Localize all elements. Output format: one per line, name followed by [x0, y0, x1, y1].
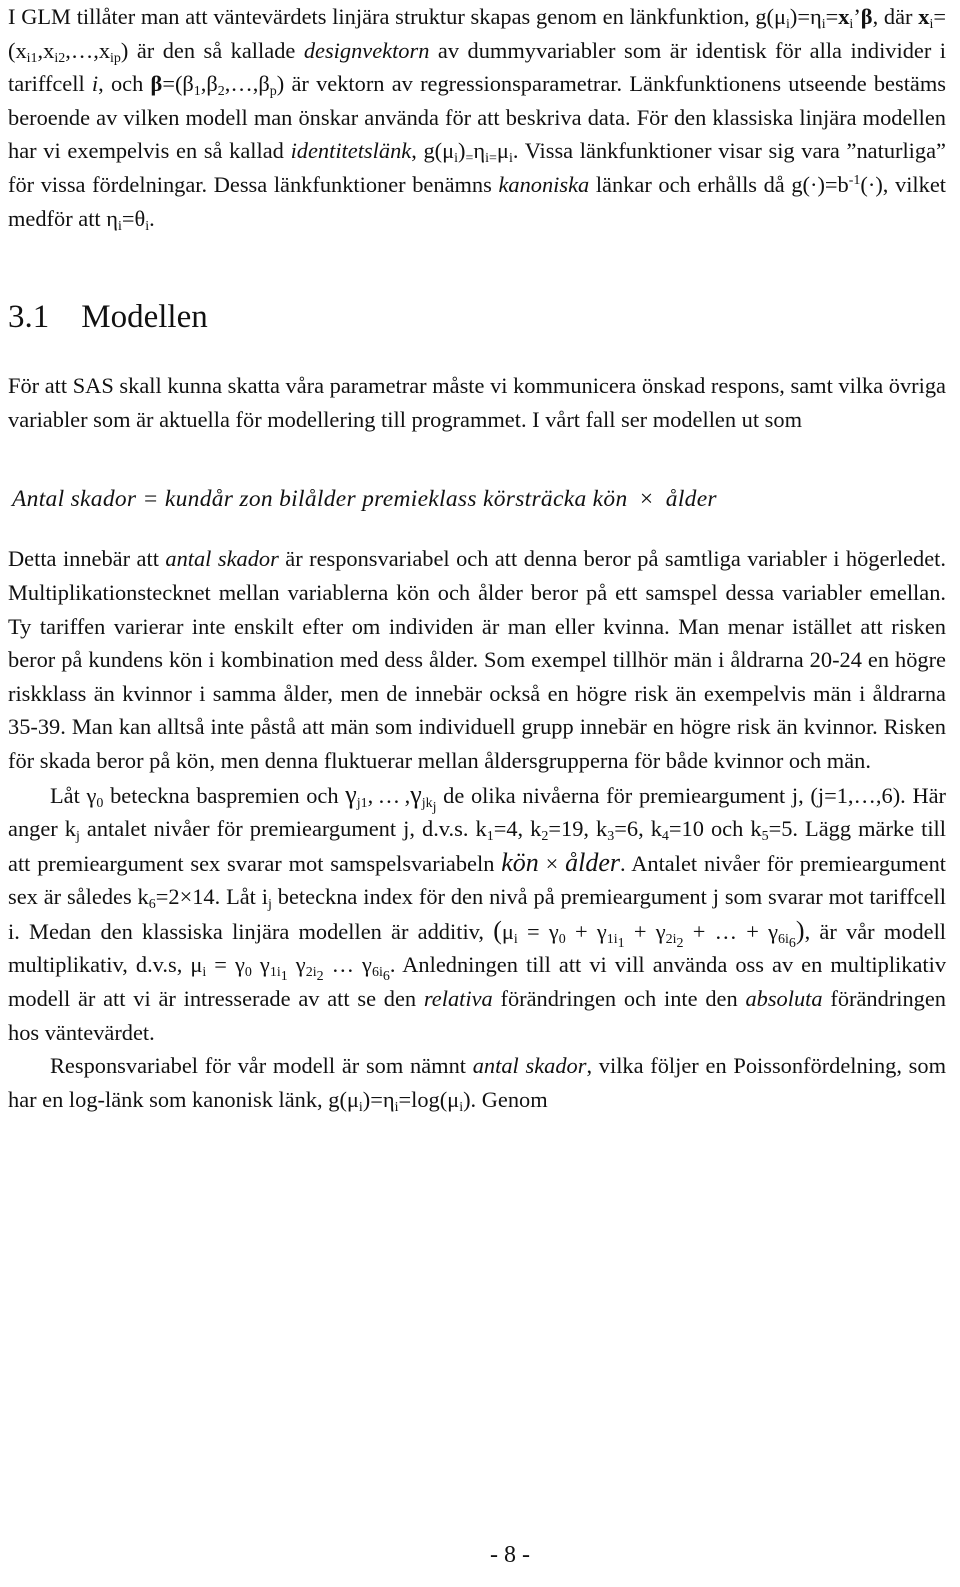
- paragraph-response-variable: Responsvariabel för vår modell är som nämnt antal skador, vilka följer en Poissonfördelning, som har en log-länk som kanonisk länk, $g(\mu_i)=\eta_i=\log(\mu_i)$. Genom: [8, 1053, 946, 1115]
- model-formula: Antal skador = kundår zon bilålder premieklass körsträcka kön × ålder: [12, 486, 717, 513]
- document-page: [8, 0, 946, 1116]
- paragraph-sas-model: För att SAS skall kunna skatta våra parametrar måste vi kommunicera önskad respons, samt vilka övriga variabler som är aktuella för modellering till programmet. I vårt fall ser modellen ut som: [8, 373, 946, 432]
- page-footer: [0, 1540, 960, 1570]
- page-number: - 8 -: [490, 1542, 530, 1568]
- paragraph-glm-link-function: I GLM tillåter man att väntevärdets linjära struktur skapas genom en länkfunktion, $g(\mu_i)=\eta_i=x_i’\beta$, där $x_i=(x_{i1},x_{i2},\dots,x_{ip})$ är den så kallade designvektorn av dummyvariabler som är identisk för alla individer i tariffcell i, och $\beta=(\beta_1,\beta_2,\dots,\beta_p)$ är vektorn av regressionsparametrar. Länkfunktionens utseende bestäms beroende av vilken modell man önskar använda för att beskriva data. För den klassiska linjära modellen har vi exempelvis en så kallad identitetslänk, $g(\mu_i)_=\eta_{i=}\mu_i$. Vissa länkfunktioner visar sig vara ”naturliga” för vissa fördelningar. Dessa länkfunktioner benämns kanoniska länkar och erhålls då $g(\cdot)=b^{-1}(\cdot)$, vilket medför att $\eta_i=\theta_i$.: [8, 4, 947, 234]
- paragraph-interpretation: Detta innebär att antal skador är responsvariabel och att denna beror på samtliga variabler i högerledet. Multiplikationstecknet mellan variablerna kön och ålder beror på ett samspel dessa variabler emellan. Ty tariffen varierar inte enskilt efter om individen är man eller kvinna. Man menar istället att risken beror på kundens kön i kombination med dess ålder. Som exempel tillhör män i åldrarna 20-24 en högre riskklass än kvinnor i samma ålder, men de innebär också en högre risk än exempelvis män i åldrarna 35-39. Man kan alltså inte påstå att män som individuell grupp innebär en högre risk än kvinnor. Risken för skada beror på kön, men denna fluktuerar mellan åldersgrupperna för både kvinnor och män.: [8, 546, 946, 773]
- section-title: Modellen: [81, 299, 208, 336]
- section-number: 3.1: [8, 299, 50, 336]
- paragraph-premium-levels: Låt $\gamma_0$ beteckna baspremien och $\gamma_{j1}$, … $,\gamma_{jk_j}$ de olika nivåerna för premieargument j, (j=1,…,6). Här anger $k_j$ antalet nivåer för premieargument j, d.v.s. $k_1=4$, $k_2=19$, $k_3=6$, $k_4=10$ och $k_5=5$. Lägg märke till att premieargument sex svarar mot samspelsvariabeln kön × ålder. Antalet nivåer för premieargument sex är således $k_6=2\times 14$. Låt $i_j$ beteckna index för den nivå på premieargument j som svarar mot tariffcell i. Medan den klassiska linjära modellen är additiv, ($\mu_i = \gamma_0 + \gamma_{1i_1} + \gamma_{2i_2}$ + … + $\gamma_{6i_6}$), är vår modell multiplikativ, d.v.s, $\mu_i = \gamma_0$ $\gamma_{1i_1}$ $\gamma_{2i_2}$ … $\gamma_{6i_6}$. Anledningen till att vi vill använda oss av en multiplikativ modell är att vi är intresserade av att se den relativa förändringen och inte den absoluta förändringen hos väntevärdet.: [8, 779, 947, 1045]
- section-heading: [8, 297, 946, 337]
